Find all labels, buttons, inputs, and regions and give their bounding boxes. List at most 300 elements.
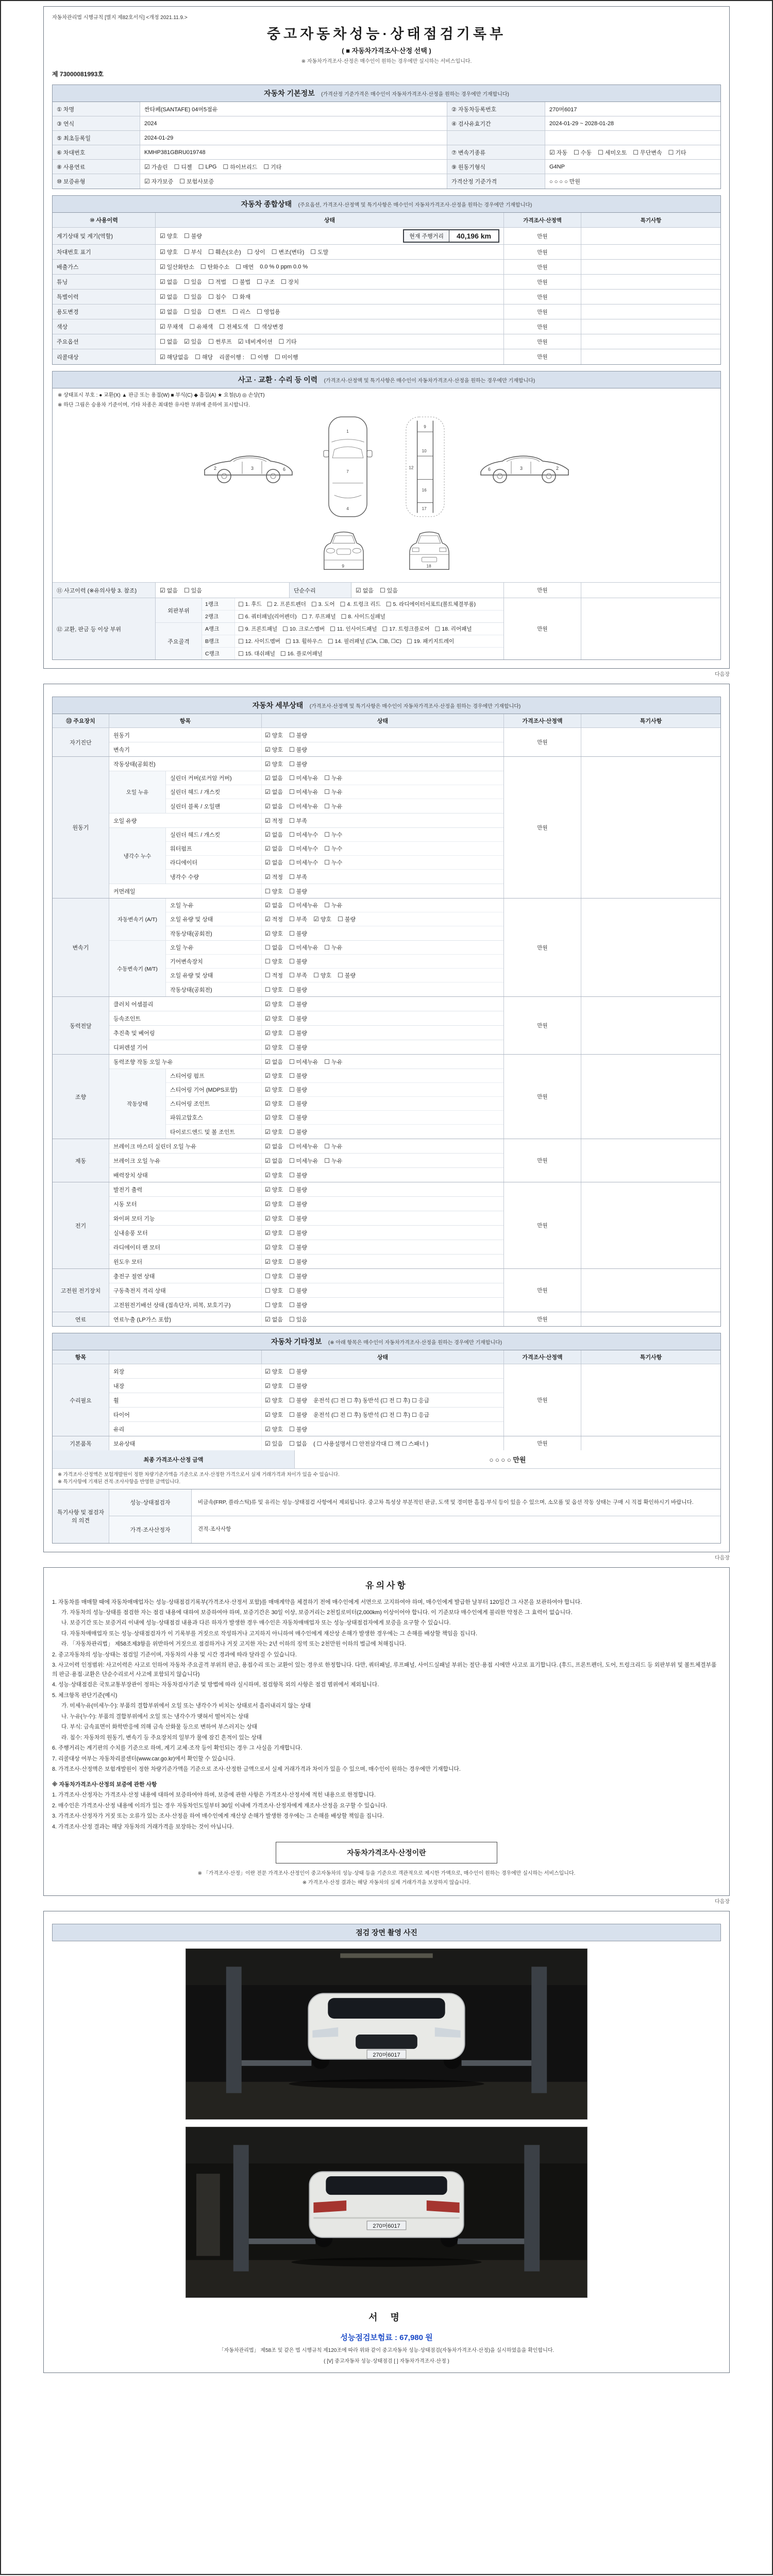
item-row (166, 1097, 503, 1111)
checkbox-option[interactable] (289, 1072, 307, 1080)
checkbox-group (261, 982, 503, 996)
checkbox-option[interactable] (289, 817, 307, 825)
checkbox-option[interactable] (281, 278, 299, 286)
item-block (109, 1069, 503, 1139)
item-label: 클러치 어셈블리 (113, 1001, 154, 1008)
checkbox-option[interactable] (574, 148, 592, 157)
checkbox-option[interactable] (265, 1099, 283, 1108)
checkbox-label: 양호 (272, 747, 283, 753)
remarks-title: 특기사항 및 점검자의 의견 (53, 1489, 109, 1543)
checkbox-option[interactable] (289, 1000, 307, 1008)
checkbox-group (261, 1379, 503, 1393)
checkbox-option[interactable] (265, 1043, 283, 1052)
checkbox-option[interactable] (265, 1258, 283, 1266)
checkbox-option[interactable] (265, 1128, 283, 1136)
checkbox-option[interactable] (324, 943, 342, 952)
checkbox-option[interactable] (386, 600, 476, 608)
checkbox-option[interactable] (160, 586, 178, 595)
checkbox-group (261, 814, 503, 827)
checkbox-label: 없음 (272, 903, 283, 909)
checkbox-icon: ☐ (208, 278, 214, 285)
checkbox-option[interactable] (265, 760, 283, 768)
checkbox-label: 부식 (191, 249, 203, 256)
checkbox-option[interactable] (236, 263, 254, 271)
checkbox-icon: ☑ (144, 178, 150, 185)
checkbox-option[interactable] (265, 1171, 283, 1179)
checkbox-option[interactable] (289, 760, 307, 768)
checkbox-option[interactable] (341, 613, 385, 620)
note-cell (581, 349, 720, 364)
device-group (53, 1139, 720, 1182)
checkbox-option[interactable] (289, 731, 307, 739)
checkbox-label: 있음 (386, 587, 398, 594)
price-cell: 만원 (504, 275, 581, 289)
checkbox-option[interactable] (289, 1382, 307, 1390)
field-label: ⑨ 원동기형식 (447, 160, 545, 174)
checkbox-option[interactable] (265, 957, 283, 965)
checkbox-option[interactable] (324, 844, 342, 853)
checkbox-option[interactable] (435, 625, 472, 633)
checkbox-option[interactable] (238, 625, 277, 633)
checkbox-label: 없음 (166, 339, 178, 345)
usage-row (53, 349, 720, 364)
checkbox-option[interactable] (232, 278, 250, 286)
checkbox-option[interactable] (265, 943, 283, 952)
checkbox-icon: ☑ (265, 1100, 271, 1107)
checkbox-option[interactable] (265, 1229, 283, 1237)
checkbox-option[interactable] (257, 278, 275, 286)
checkbox-option[interactable] (184, 308, 202, 316)
checkbox-option[interactable] (313, 1439, 428, 1448)
checkbox-option[interactable] (198, 164, 217, 170)
checkbox-option[interactable] (330, 625, 377, 633)
checkbox-option[interactable] (324, 831, 342, 839)
checkbox-option[interactable] (184, 586, 202, 595)
checkbox-option[interactable] (184, 232, 202, 240)
checkbox-option[interactable] (265, 915, 283, 923)
checkbox-option[interactable] (313, 971, 331, 979)
checkbox-option[interactable] (160, 232, 178, 240)
checkbox-option[interactable] (265, 873, 283, 881)
field-label: ⑥ 차대번호 (53, 145, 140, 159)
checkbox-option[interactable] (184, 293, 202, 301)
note-cell (581, 728, 720, 756)
item-row (166, 969, 503, 982)
checkbox-option[interactable] (265, 1029, 283, 1037)
svg-text:7: 7 (346, 469, 349, 474)
checkbox-option[interactable] (338, 915, 356, 923)
item-block (109, 941, 503, 996)
checkbox-option[interactable] (289, 831, 318, 839)
checkbox-option[interactable] (265, 1000, 283, 1008)
checkbox-label: 불량 (296, 1129, 308, 1136)
checkbox-option[interactable] (313, 1396, 429, 1404)
checkbox-option[interactable] (184, 248, 202, 256)
item-rows (166, 899, 503, 940)
checkbox-option[interactable] (289, 1286, 307, 1295)
checkbox-icon: ☐ (289, 859, 295, 866)
checkbox-option[interactable] (219, 323, 248, 331)
checkbox-icon: ☑ (265, 1086, 271, 1093)
checkbox-option[interactable] (160, 248, 178, 256)
checkbox-icon: ☐ (289, 1315, 295, 1323)
checkbox-option[interactable] (160, 353, 189, 361)
checkbox-option[interactable] (265, 971, 283, 979)
basic-info-row (53, 131, 720, 145)
checkbox-option[interactable] (289, 915, 307, 923)
note-cell (581, 1139, 720, 1182)
checkbox-option[interactable] (265, 858, 283, 867)
item-row (109, 1364, 503, 1378)
checkbox-option[interactable] (265, 986, 283, 994)
checkbox-option[interactable] (238, 600, 262, 608)
checkbox-option[interactable] (289, 802, 318, 810)
item-row (109, 1226, 503, 1240)
checkbox-option[interactable] (267, 600, 306, 608)
checkbox-option[interactable] (265, 1157, 283, 1165)
next-page-label: 다음장 (715, 1555, 730, 1561)
checkbox-group (261, 1226, 503, 1240)
checkbox-option[interactable] (265, 1185, 283, 1194)
checkbox-icon: ☐ (184, 586, 190, 594)
checkbox-option[interactable] (289, 1439, 307, 1448)
field-value (545, 160, 720, 174)
checkbox-option[interactable] (265, 901, 283, 909)
checkbox-option[interactable] (289, 788, 318, 796)
checkbox-option[interactable] (668, 148, 686, 157)
checkbox-label: 누유 (331, 945, 343, 951)
checkbox-option[interactable] (265, 1382, 283, 1390)
checkbox-option[interactable] (289, 1128, 307, 1136)
checkbox-option[interactable] (265, 1113, 283, 1122)
checkbox-group (261, 842, 503, 855)
checkbox-option[interactable] (311, 600, 335, 608)
checkbox-option[interactable] (160, 278, 178, 286)
checkbox-option[interactable] (265, 1367, 283, 1376)
checkbox-option[interactable] (265, 774, 283, 782)
checkbox-option[interactable] (265, 1425, 283, 1433)
checkbox-option[interactable] (310, 248, 328, 256)
checkbox-option[interactable] (289, 873, 307, 881)
checkbox-option[interactable] (250, 353, 268, 361)
checkbox-option[interactable] (219, 353, 244, 361)
item-block (109, 728, 503, 742)
checkbox-option[interactable] (289, 1301, 307, 1309)
checkbox-option[interactable] (174, 163, 192, 171)
checkbox-option[interactable] (238, 637, 280, 645)
checkbox-option[interactable] (289, 745, 307, 754)
checkbox-option[interactable] (265, 802, 283, 810)
notice-paragraph: 8. 가격조사·산정액은 보험개발원이 정한 차량기준가액을 기준으로 조사·산정한 금액으로서 실제 거래가격과 차이가 있을 수 있으며, 매수인이 원하는 경우에만 기재합니다. (52, 1766, 461, 1773)
checkbox-label: 양호 (272, 1187, 283, 1193)
checkbox-label: 없음 (272, 1158, 283, 1164)
item-label: 오일 누유 (170, 903, 194, 909)
checkbox-option[interactable] (279, 337, 297, 346)
checkbox-option[interactable] (208, 293, 226, 301)
checkbox-option[interactable] (356, 586, 374, 595)
checkbox-icon: ☐ (265, 1272, 271, 1280)
device-name: 원동기 (53, 757, 109, 898)
checkbox-option[interactable] (265, 1200, 283, 1208)
column-header: ⑬ 주요장치 (53, 714, 109, 727)
checkbox-label: 불량 (296, 747, 308, 753)
checkbox-option[interactable] (289, 1243, 307, 1251)
checkbox-option[interactable] (289, 858, 318, 867)
checkbox-option[interactable] (289, 986, 307, 994)
checkbox-option[interactable] (208, 248, 241, 256)
checkbox-option[interactable] (255, 323, 283, 331)
checkbox-option[interactable] (247, 248, 265, 256)
checkbox-icon: ☐ (434, 625, 441, 633)
item-row (166, 828, 503, 842)
checkbox-group (261, 1026, 503, 1040)
checkbox-option[interactable] (289, 1272, 307, 1280)
checkbox-icon: ☑ (265, 1396, 271, 1404)
checkbox-option[interactable] (265, 1411, 283, 1419)
checkbox-option[interactable] (289, 901, 318, 909)
checkbox-option[interactable] (313, 1411, 429, 1419)
checkbox-option[interactable] (289, 943, 318, 952)
checkbox-label: 불량 (296, 1073, 308, 1079)
checkbox-icon: ☐ (330, 625, 335, 633)
checkbox-option[interactable] (324, 802, 342, 810)
checkbox-label: 불량 (296, 1397, 308, 1404)
checkbox-option[interactable] (265, 731, 283, 739)
item-label: 보유상태 (113, 1440, 136, 1447)
checkbox-option[interactable] (289, 1411, 307, 1419)
checkbox-option[interactable] (160, 293, 178, 301)
checkbox-label: 양호 (166, 249, 178, 256)
checkbox-option[interactable] (633, 148, 662, 157)
item-row (109, 1283, 503, 1297)
checkbox-icon: ☑ (265, 1258, 271, 1265)
checkbox-option[interactable] (289, 1043, 307, 1052)
checkbox-option[interactable] (232, 308, 250, 316)
checkbox-icon: ☐ (184, 248, 190, 256)
checkbox-option[interactable] (265, 1072, 283, 1080)
checkbox-option[interactable] (200, 263, 229, 271)
item-label: 오일 유량 및 상태 (170, 973, 213, 979)
checkbox-label: 기타 (285, 339, 297, 345)
checkbox-option[interactable] (549, 148, 567, 157)
checkbox-option[interactable] (238, 650, 275, 657)
car-rear-photo (309, 2172, 463, 2247)
checkbox-option[interactable] (289, 1185, 307, 1194)
checkbox-icon: ☐ (340, 600, 346, 608)
checkbox-option[interactable] (160, 263, 194, 271)
row-state (156, 304, 504, 319)
checkbox-option[interactable] (265, 1315, 283, 1324)
checkbox-option[interactable] (289, 1142, 318, 1150)
checkbox-option[interactable] (208, 308, 226, 316)
device-name: 기본품목 (53, 1436, 109, 1450)
note-cell (581, 1436, 720, 1450)
checkbox-option[interactable] (223, 163, 257, 171)
checkbox-option[interactable] (265, 1058, 283, 1066)
checkbox-option[interactable] (340, 600, 381, 608)
checkbox-option[interactable] (160, 337, 178, 346)
checkbox-icon: ☐ (289, 902, 295, 909)
checkbox-option[interactable] (265, 745, 283, 754)
checkbox-option[interactable] (265, 1286, 283, 1295)
checkbox-option[interactable] (289, 1315, 307, 1324)
checkbox-option[interactable] (289, 1058, 318, 1066)
item-block-name: 오일 누유 (109, 771, 166, 813)
checkbox-option[interactable] (263, 163, 281, 171)
checkbox-option[interactable] (265, 1014, 283, 1023)
checkbox-option[interactable] (265, 1439, 283, 1448)
checkbox-option[interactable] (289, 929, 307, 938)
checkbox-icon: ☐ (289, 944, 295, 951)
checkbox-group (261, 757, 503, 771)
checkbox-label: 누수 (331, 860, 343, 866)
checkbox-option[interactable] (265, 1272, 283, 1280)
checkbox-option[interactable] (272, 248, 305, 256)
item-block (109, 1240, 503, 1255)
page-3 (43, 1567, 730, 1896)
checkbox-label: 불량 (296, 1215, 308, 1222)
checkbox-option[interactable] (289, 1086, 307, 1094)
checkbox-icon: ☑ (265, 1382, 271, 1389)
field-label: 가격산정 기준가격 (447, 174, 545, 189)
checkbox-option[interactable] (265, 1086, 283, 1094)
item-label: 워터펌프 (170, 846, 192, 852)
note-cell (581, 899, 720, 996)
checkbox-option[interactable] (289, 887, 307, 895)
checkbox-option[interactable] (265, 1214, 283, 1223)
field-label: ④ 검사유효기간 (447, 116, 545, 130)
checkbox-group (156, 583, 290, 598)
checkbox-option[interactable] (265, 1301, 283, 1309)
checkbox-option[interactable] (238, 613, 297, 620)
checkbox-option[interactable] (275, 353, 298, 361)
checkbox-option[interactable] (195, 353, 213, 361)
checkbox-option[interactable] (265, 887, 283, 895)
checkbox-option[interactable] (265, 788, 283, 796)
checkbox-option[interactable] (328, 637, 401, 645)
checkbox-option[interactable] (160, 308, 178, 316)
checkbox-option[interactable] (289, 1214, 307, 1223)
item-row (109, 1298, 503, 1312)
item-block (109, 1408, 503, 1422)
checkbox-option[interactable] (324, 1157, 342, 1165)
price-cell: 만원 (504, 583, 581, 598)
item-rows (109, 1139, 503, 1153)
checkbox-option[interactable] (289, 957, 307, 965)
item-block (109, 1154, 503, 1168)
checkbox-option[interactable] (313, 915, 331, 923)
checkbox-option[interactable] (289, 1200, 307, 1208)
checkbox-option[interactable] (184, 278, 202, 286)
checkbox-option[interactable] (285, 637, 323, 645)
checkbox-option[interactable] (265, 817, 283, 825)
checkbox-option[interactable] (324, 858, 342, 867)
checkbox-label: 없음 (362, 587, 374, 594)
checkbox-option[interactable] (382, 625, 430, 633)
item-label: 발전기 출력 (113, 1187, 143, 1193)
rank-label: C랭크 (202, 648, 235, 659)
checkbox-option[interactable] (289, 1113, 307, 1122)
checkbox-option[interactable] (257, 308, 280, 316)
checkbox-option[interactable] (289, 1425, 307, 1433)
checkbox-option[interactable] (208, 337, 232, 346)
checkbox-option[interactable] (289, 1229, 307, 1237)
checkbox-option[interactable] (289, 844, 318, 853)
checkbox-option[interactable] (289, 1367, 307, 1376)
checkbox-option[interactable] (160, 323, 183, 331)
checkbox-label: 양호 (272, 1015, 283, 1022)
checkbox-option[interactable] (302, 613, 336, 620)
checkbox-option[interactable] (265, 929, 283, 938)
checkbox-option[interactable] (282, 625, 325, 633)
checkbox-option[interactable] (324, 1142, 342, 1150)
checkbox-label: 양호 (272, 1244, 283, 1251)
checkbox-option[interactable] (184, 337, 202, 346)
form-reference: 자동차관리법 시행규칙 [별지 제82호서식] <개정 2021.11.9.> (52, 15, 188, 21)
accident-history-row (53, 583, 720, 598)
value-text: 2024 (144, 120, 157, 127)
checkbox-option[interactable] (265, 1243, 283, 1251)
checkbox-option[interactable] (265, 1142, 283, 1150)
checkbox-icon: ☑ (356, 586, 361, 594)
checkbox-icon: ☐ (184, 232, 190, 240)
checkbox-option[interactable] (179, 177, 214, 185)
checkbox-option[interactable] (144, 163, 168, 171)
checkbox-option[interactable] (324, 901, 342, 909)
checkbox-icon: ☑ (265, 1058, 271, 1065)
checkbox-group (235, 635, 503, 647)
checkbox-group (261, 955, 503, 968)
checkbox-option[interactable] (324, 788, 342, 796)
checkbox-label: 양호 (272, 1201, 283, 1208)
checkbox-option[interactable] (208, 278, 226, 286)
checkbox-option[interactable] (144, 177, 173, 185)
checkbox-option[interactable] (265, 844, 283, 853)
checkbox-option[interactable] (289, 1396, 307, 1404)
checkbox-option[interactable] (324, 1058, 342, 1066)
checkbox-option[interactable] (232, 293, 250, 301)
row-state (156, 245, 504, 259)
checkbox-option[interactable] (324, 774, 342, 782)
checkbox-option[interactable] (380, 586, 398, 595)
checkbox-option[interactable] (289, 774, 318, 782)
checkbox-option[interactable] (260, 264, 308, 270)
field-value (545, 131, 720, 145)
checkbox-label: 양호 (272, 1259, 283, 1265)
rank-label: 1랭크 (202, 598, 235, 610)
checkbox-option[interactable] (289, 1099, 307, 1108)
checkbox-icon: ☐ (198, 163, 204, 171)
checkbox-option[interactable] (265, 1396, 283, 1404)
checkbox-option[interactable] (407, 637, 454, 645)
checkbox-option[interactable] (289, 1157, 318, 1165)
checkbox-option[interactable] (238, 337, 273, 346)
checkbox-option[interactable] (289, 1014, 307, 1023)
checkbox-option[interactable] (338, 971, 356, 979)
checkbox-option[interactable] (265, 831, 283, 839)
checkbox-group (261, 941, 503, 954)
checkbox-option[interactable] (289, 1258, 307, 1266)
checkbox-option[interactable] (289, 1171, 307, 1179)
checkbox-option[interactable] (289, 971, 307, 979)
checkbox-option[interactable] (280, 650, 323, 657)
checkbox-icon: ☑ (265, 788, 271, 795)
checkbox-option[interactable] (598, 148, 627, 157)
checkbox-label: 불량 (296, 930, 308, 937)
checkbox-option[interactable] (289, 1029, 307, 1037)
checkbox-label: 미이행 (281, 354, 298, 361)
checkbox-option[interactable] (190, 323, 213, 331)
